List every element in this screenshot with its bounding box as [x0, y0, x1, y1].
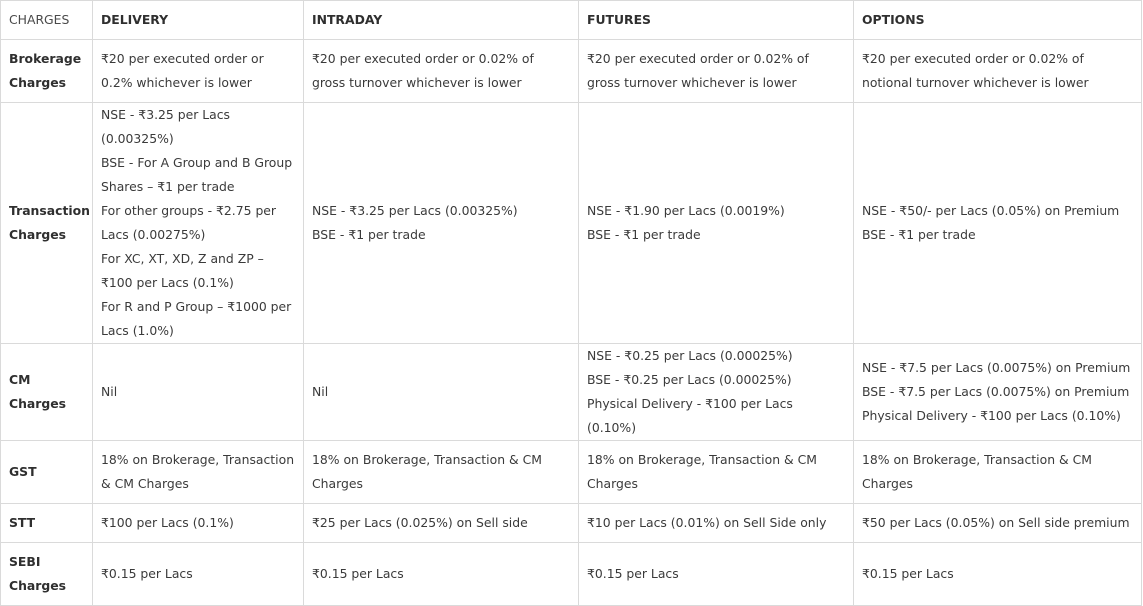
cell-stt-options [854, 504, 1142, 543]
cell-text: ₹0.15 per Lacs [101, 566, 193, 581]
cell-stt-intraday [304, 504, 579, 543]
cell-cm-futures [579, 344, 854, 441]
cell-text: BSE - ₹1 per trade [312, 227, 426, 242]
cell-text: BSE - ₹1 per trade [587, 227, 701, 242]
cell-text: For XC, XT, XD, Z and ZP – ₹100 per Lacs (0.1%) [101, 251, 264, 290]
table-row [1, 441, 1142, 504]
cell-text: 18% on Brokerage, Transaction & CM Charges [101, 452, 295, 491]
cell-brokerage-delivery [93, 40, 304, 103]
cell-text: ₹20 per executed order or 0.2% whichever is lower [101, 51, 264, 90]
table-row [1, 40, 1142, 103]
table-row [1, 543, 1142, 606]
cell-cm-options [854, 344, 1142, 441]
cell-text: ₹0.15 per Lacs [587, 566, 679, 581]
cell-text: ₹100 per Lacs (0.1%) [101, 515, 234, 530]
cell-text: BSE - ₹7.5 per Lacs (0.0075%) on Premium [862, 384, 1130, 399]
cell-text: Nil [101, 384, 118, 399]
cell-brokerage-options [854, 40, 1142, 103]
col-header-futures: FUTURES [579, 1, 854, 40]
cell-text: BSE - For A Group and B Group Shares – ₹1 per trade [101, 155, 293, 194]
cell-stt-futures [579, 504, 854, 543]
cell-transaction-intraday [304, 103, 579, 344]
cell-gst-options [854, 441, 1142, 504]
cell-sebi-futures [579, 543, 854, 606]
cell-text: Physical Delivery - ₹100 per Lacs (0.10%) [587, 396, 793, 435]
cell-transaction-futures [579, 103, 854, 344]
col-header-delivery: DELIVERY [93, 1, 304, 40]
cell-text: ₹10 per Lacs (0.01%) on Sell Side only [587, 515, 827, 530]
cell-text: ₹50 per Lacs (0.05%) on Sell side premium [862, 515, 1130, 530]
cell-text: NSE - ₹50/- per Lacs (0.05%) on Premium [862, 203, 1120, 218]
table-row [1, 344, 1142, 441]
col-header-charges: CHARGES [1, 1, 93, 40]
col-header-options: OPTIONS [854, 1, 1142, 40]
cell-transaction-options [854, 103, 1142, 344]
cell-text: NSE - ₹7.5 per Lacs (0.0075%) on Premium [862, 360, 1131, 375]
table-row [1, 504, 1142, 543]
cell-sebi-options [854, 543, 1142, 606]
cell-text: ₹20 per executed order or 0.02% of notional turnover whichever is lower [862, 51, 1089, 90]
cell-text: ₹20 per executed order or 0.02% of gross turnover whichever is lower [587, 51, 809, 90]
cell-brokerage-futures [579, 40, 854, 103]
cell-text: NSE - ₹0.25 per Lacs (0.00025%) [587, 348, 793, 363]
cell-sebi-intraday [304, 543, 579, 606]
cell-text: 18% on Brokerage, Transaction & CM Charges [862, 452, 1092, 491]
cell-cm-delivery [93, 344, 304, 441]
cell-gst-intraday [304, 441, 579, 504]
cell-text: NSE - ₹3.25 per Lacs (0.00325%) [312, 203, 518, 218]
row-header-brokerage: Brokerage Charges [1, 40, 93, 103]
cell-text: 18% on Brokerage, Transaction & CM Charges [587, 452, 817, 491]
cell-text: NSE - ₹1.90 per Lacs (0.0019%) [587, 203, 785, 218]
row-header-gst: GST [1, 441, 93, 504]
cell-text: Physical Delivery - ₹100 per Lacs (0.10%) [862, 408, 1121, 423]
cell-text: BSE - ₹1 per trade [862, 227, 976, 242]
row-header-stt: STT [1, 504, 93, 543]
cell-text: ₹20 per executed order or 0.02% of gross turnover whichever is lower [312, 51, 534, 90]
row-header-cm: CM Charges [1, 344, 93, 441]
table-row [1, 103, 1142, 344]
cell-transaction-delivery [93, 103, 304, 344]
cell-text: ₹0.15 per Lacs [862, 566, 954, 581]
cell-gst-futures [579, 441, 854, 504]
col-header-intraday: INTRADAY [304, 1, 579, 40]
cell-text: ₹25 per Lacs (0.025%) on Sell side [312, 515, 528, 530]
cell-gst-delivery [93, 441, 304, 504]
cell-cm-intraday [304, 344, 579, 441]
row-header-transaction: Transaction Charges [1, 103, 93, 344]
cell-text: Nil [312, 384, 329, 399]
cell-sebi-delivery [93, 543, 304, 606]
cell-text: For R and P Group – ₹1000 per Lacs (1.0%) [101, 299, 292, 338]
cell-brokerage-intraday [304, 40, 579, 103]
cell-text: For other groups - ₹2.75 per Lacs (0.00275%) [101, 203, 277, 242]
cell-text: 18% on Brokerage, Transaction & CM Charges [312, 452, 542, 491]
cell-text: BSE - ₹0.25 per Lacs (0.00025%) [587, 372, 792, 387]
cell-text: NSE - ₹3.25 per Lacs (0.00325%) [101, 107, 231, 146]
row-header-sebi: SEBI Charges [1, 543, 93, 606]
cell-text: ₹0.15 per Lacs [312, 566, 404, 581]
cell-stt-delivery [93, 504, 304, 543]
header-row [1, 1, 1142, 40]
